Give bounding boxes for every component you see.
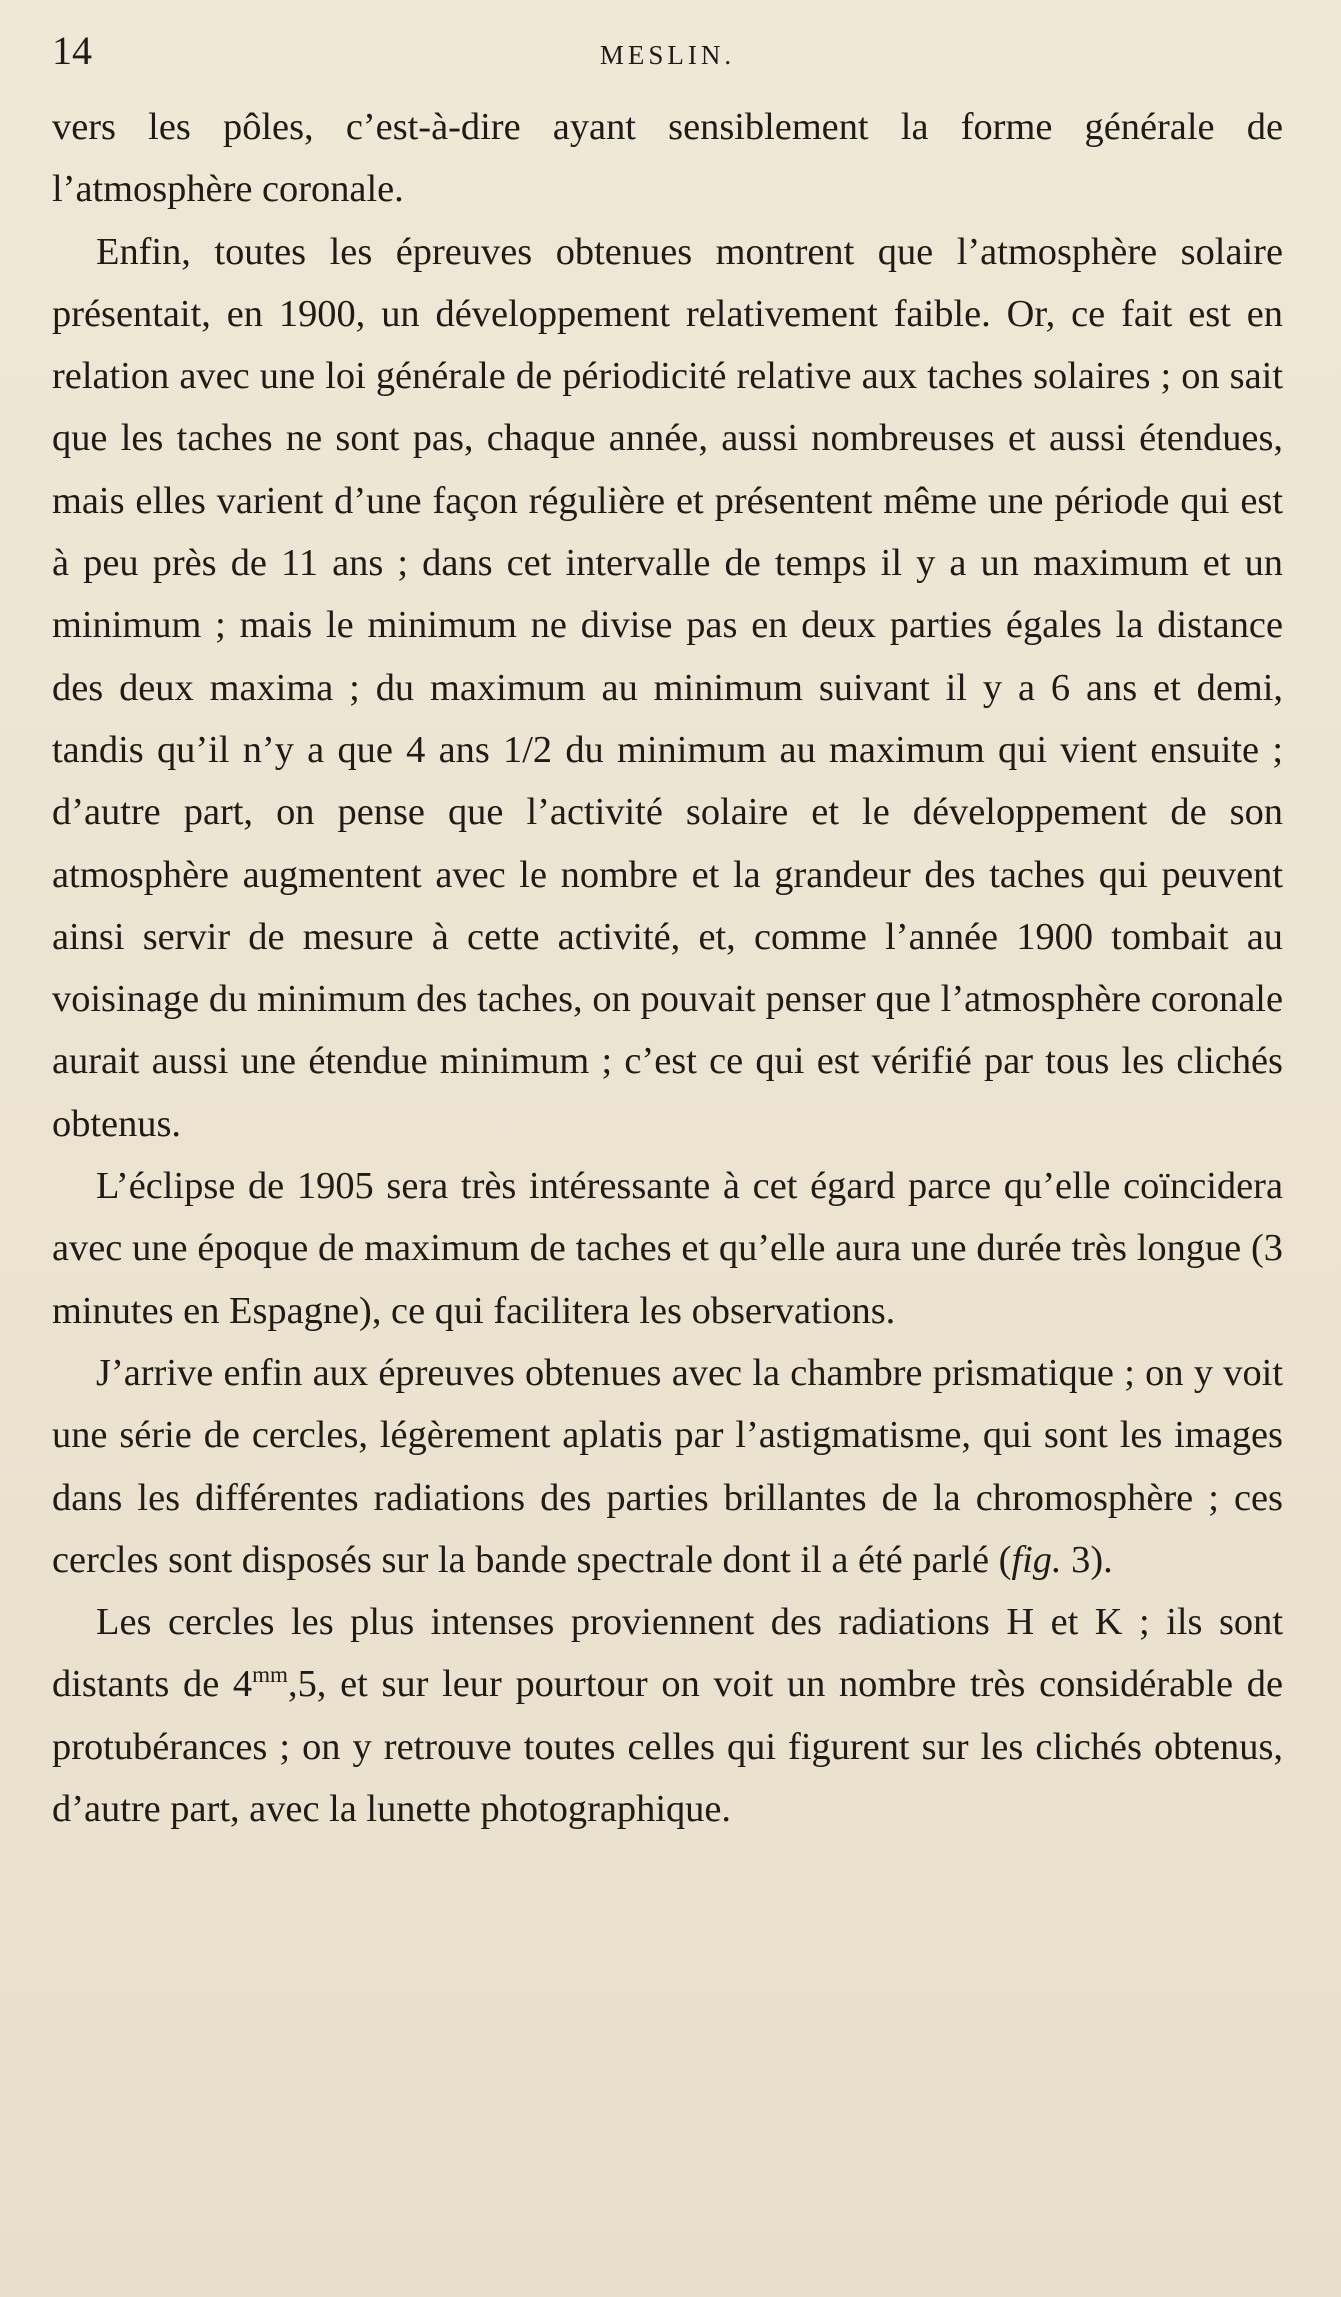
figure-reference: fig. xyxy=(1011,1538,1062,1581)
paragraph-4 xyxy=(52,1342,1283,1591)
figure-ref-open: ( xyxy=(998,1538,1012,1581)
paragraph-1: vers les pôles, c’est-à-dire ayant sensiblement la forme générale de l’atmosphère coronale. xyxy=(52,106,1283,211)
paragraph-2: Enfin, toutes les épreuves obtenues montrent que l’atmosphère solaire présentait, en 1900, un développement relativement faible. Or, ce fait est en relation avec une loi générale de périodicité relative aux taches solaires ; on sait que les taches ne sont pas, chaque année, aussi nombreuses et aussi étendues, mais elles varient d’une façon régulière et présentent même une période qui est à peu près de 11 ans ; dans cet intervalle de temps il y a un maximum et un minimum ; mais le minimum ne divise pas en deux parties égales la distance des deux maxima ; du maximum au minimum suivant il y a 6 ans et demi, tandis qu’il n’y a que 4 ans 1/2 du minimum au maximum qui vient ensuite ; d’autre part, on pense que l’activité solaire et le développement de son atmosphère augmentent avec le nombre et la grandeur des taches qui peuvent ainsi servir de mesure à cette activité, et, comme l’année 1900 tombait au voisinage du minimum des taches, on pouvait penser que l’atmosphère coronale aurait aussi une étendue minimum ; c’est ce qui est vérifié par tous les clichés obtenus. xyxy=(52,230,1283,1145)
body-text xyxy=(52,96,1283,1840)
page-number: 14 xyxy=(52,28,92,73)
figure-ref-close: 3). xyxy=(1061,1538,1113,1581)
page-header xyxy=(52,28,1283,96)
paragraph-5 xyxy=(52,1591,1283,1840)
running-head: MESLIN. xyxy=(599,40,736,70)
paragraph-5-after: ,5, et sur leur pourtour on voit un nombre très considérable de protubérances ; on y retrouve toutes celles qui figurent sur les clichés obtenus, d’autre part, avec la lunette photographique. xyxy=(52,1663,1283,1831)
paragraph-4-text: J’arrive enfin aux épreuves obtenues avec la chambre prismatique ; on y voit une série de cercles, légèrement aplatis par l’astigmatisme, qui sont les images dans les différentes radiations des parties brillantes de la chromosphère ; ces cercles sont disposés sur la bande spectrale dont il a été parlé xyxy=(52,1351,1283,1581)
paragraph-3: L’éclipse de 1905 sera très intéressante à cet égard parce qu’elle coïncidera avec une époque de maximum de taches et qu’elle aura une durée très longue (3 minutes en Espagne), ce qui facilitera les observations. xyxy=(52,1165,1283,1332)
unit-superscript: mm xyxy=(252,1661,288,1688)
paragraph-5-before: Les cercles les plus intenses proviennent des radiations H et K ; ils sont distants de 4 xyxy=(52,1601,1283,1706)
